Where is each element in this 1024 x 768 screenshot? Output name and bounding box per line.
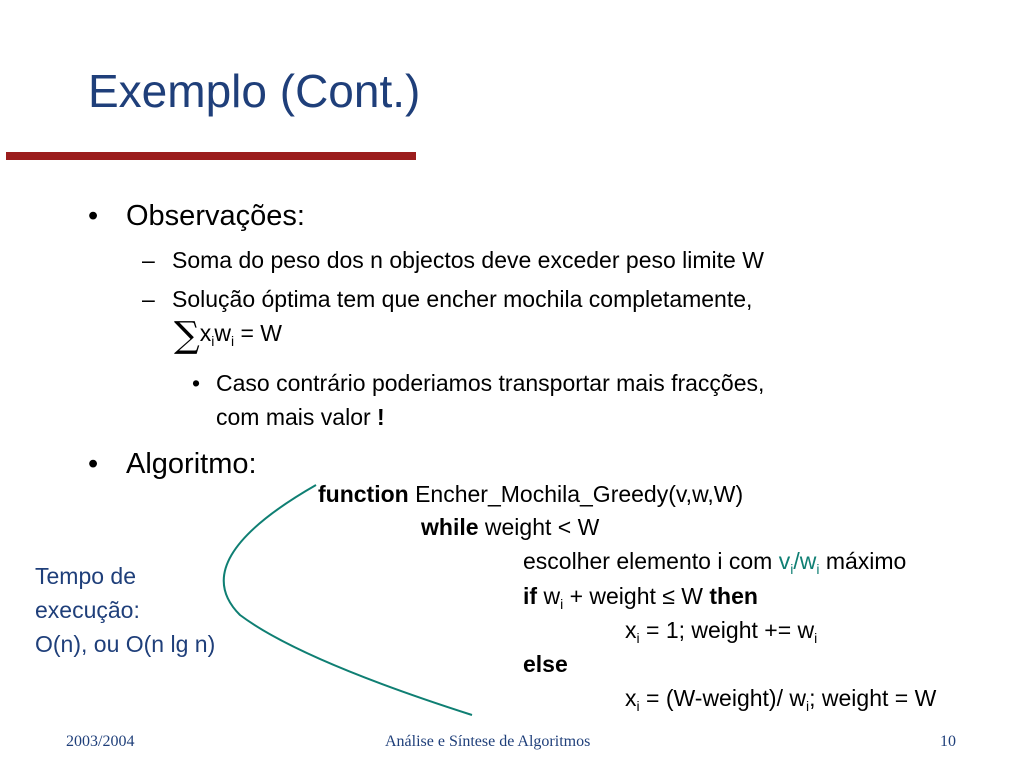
code-text: weight < W xyxy=(478,514,600,540)
ratio-sub-i: i xyxy=(790,561,794,577)
bullet-symbol: • xyxy=(88,448,99,480)
code-text: ; weight = W xyxy=(809,685,937,711)
sub-i: i xyxy=(636,698,640,714)
sub-item-text: Solução óptima tem que encher mochila completamente, xyxy=(172,286,753,312)
code-text: escolher elemento i com xyxy=(523,548,779,574)
keyword-while: while xyxy=(421,514,479,540)
bullet-symbol: • xyxy=(192,370,201,396)
sub-i: i xyxy=(636,630,640,646)
note-line: O(n), ou O(n lg n) xyxy=(35,631,216,657)
sub-i: i xyxy=(805,698,810,714)
sub-i: i xyxy=(560,596,564,612)
footer-course-title: Análise e Síntese de Algoritmos xyxy=(385,733,591,750)
sum-symbol: ∑ xyxy=(174,315,200,356)
code-text: x xyxy=(625,617,637,643)
dash-symbol: – xyxy=(142,286,155,312)
code-line-while xyxy=(421,516,599,539)
slide-title: Exemplo (Cont.) xyxy=(88,65,421,117)
sub-sub-item-line2-text: com mais valor xyxy=(216,404,378,430)
code-text: x xyxy=(625,685,637,711)
ratio-w: /w xyxy=(793,548,817,574)
note-line: Tempo de xyxy=(35,563,137,589)
dash-symbol: – xyxy=(142,247,155,273)
code-line-assign-2 xyxy=(625,685,937,714)
formula-sub-i: i xyxy=(230,333,235,349)
complexity-note xyxy=(35,559,215,661)
ratio-sub-i: i xyxy=(816,561,820,577)
code-text: + weight ≤ W xyxy=(563,583,710,609)
keyword-then: then xyxy=(709,583,758,609)
code-text: máximo xyxy=(819,548,907,574)
footer-date: 2003/2004 xyxy=(66,733,135,750)
code-text: w xyxy=(537,583,561,609)
sub-item-text: Soma do peso dos n objectos deve exceder peso limite W xyxy=(172,247,764,273)
bullet-text: Algoritmo: xyxy=(126,448,257,480)
sub-i: i xyxy=(814,630,818,646)
ratio-v: v xyxy=(778,548,791,574)
bullet-text: Observações: xyxy=(126,200,305,232)
code-line-else xyxy=(523,653,568,676)
sub-sub-item-line1: Caso contrário poderiamos transportar mais fracções, xyxy=(216,370,765,396)
code-text: Encher_Mochila_Greedy(v,w,W) xyxy=(408,481,744,507)
formula-sub-i: i xyxy=(211,333,215,349)
formula-w: w xyxy=(214,320,231,346)
code-line-if xyxy=(523,583,758,612)
code-line-escolher xyxy=(523,548,907,577)
bullet-symbol: • xyxy=(88,200,99,232)
code-text: = (W-weight)/ w xyxy=(639,685,806,711)
page-number: 10 xyxy=(940,733,956,750)
keyword-if: if xyxy=(523,583,538,609)
formula-x: x xyxy=(199,320,212,346)
formula-eq: = W xyxy=(240,320,282,346)
code-line-function xyxy=(318,483,743,506)
note-line: execução: xyxy=(35,597,140,623)
exclamation: ! xyxy=(377,404,385,430)
code-line-assign-1 xyxy=(625,617,818,646)
code-text: = 1; weight += w xyxy=(639,617,815,643)
keyword-else: else xyxy=(523,651,568,677)
keyword-function: function xyxy=(318,481,409,507)
